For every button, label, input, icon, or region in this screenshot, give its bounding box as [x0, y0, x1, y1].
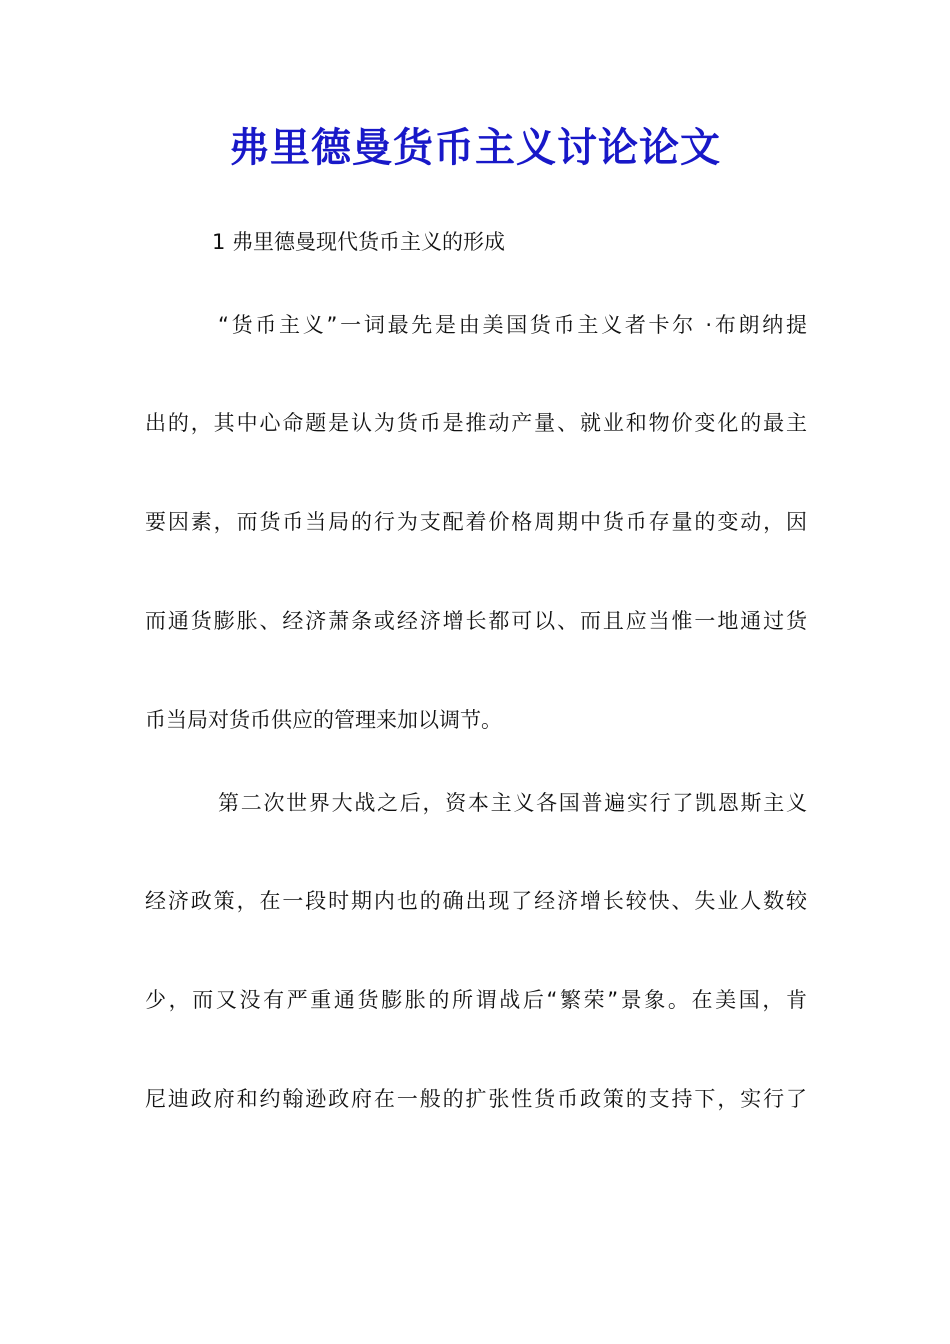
- paragraph-line: 而通货膨胀、经济萧条或经济增长都可以、而且应当惟一地通过货: [145, 609, 807, 633]
- document-title: 弗里德曼货币主义讨论论文: [229, 124, 721, 171]
- paragraph-line: 尼迪政府和约翰逊政府在一般的扩张性货币政策的支持下，实行了: [145, 1087, 807, 1111]
- paragraph-line: 第二次世界大战之后，资本主义各国普遍实行了凯恩斯主义: [218, 791, 807, 815]
- paragraph-line: 经济政策，在一段时期内也的确出现了经济增长较快、失业人数较: [145, 889, 807, 913]
- paragraph-line: “货币主义”一词最先是由美国货币主义者卡尔 ·布朗纳提: [218, 313, 807, 337]
- paragraph-line: 要因素，而货币当局的行为支配着价格周期中货币存量的变动，因: [145, 510, 807, 534]
- paragraph-line: 出的，其中心命题是认为货币是推动产量、就业和物价变化的最主: [145, 411, 807, 435]
- paragraph-line: 少，而又没有严重通货膨胀的所谓战后“繁荣”景象。在美国，肯: [145, 988, 807, 1012]
- section-heading: 1 弗里德曼现代货币主义的形成: [212, 230, 506, 254]
- paragraph-line: 币当局对货币供应的管理来加以调节。: [145, 708, 502, 732]
